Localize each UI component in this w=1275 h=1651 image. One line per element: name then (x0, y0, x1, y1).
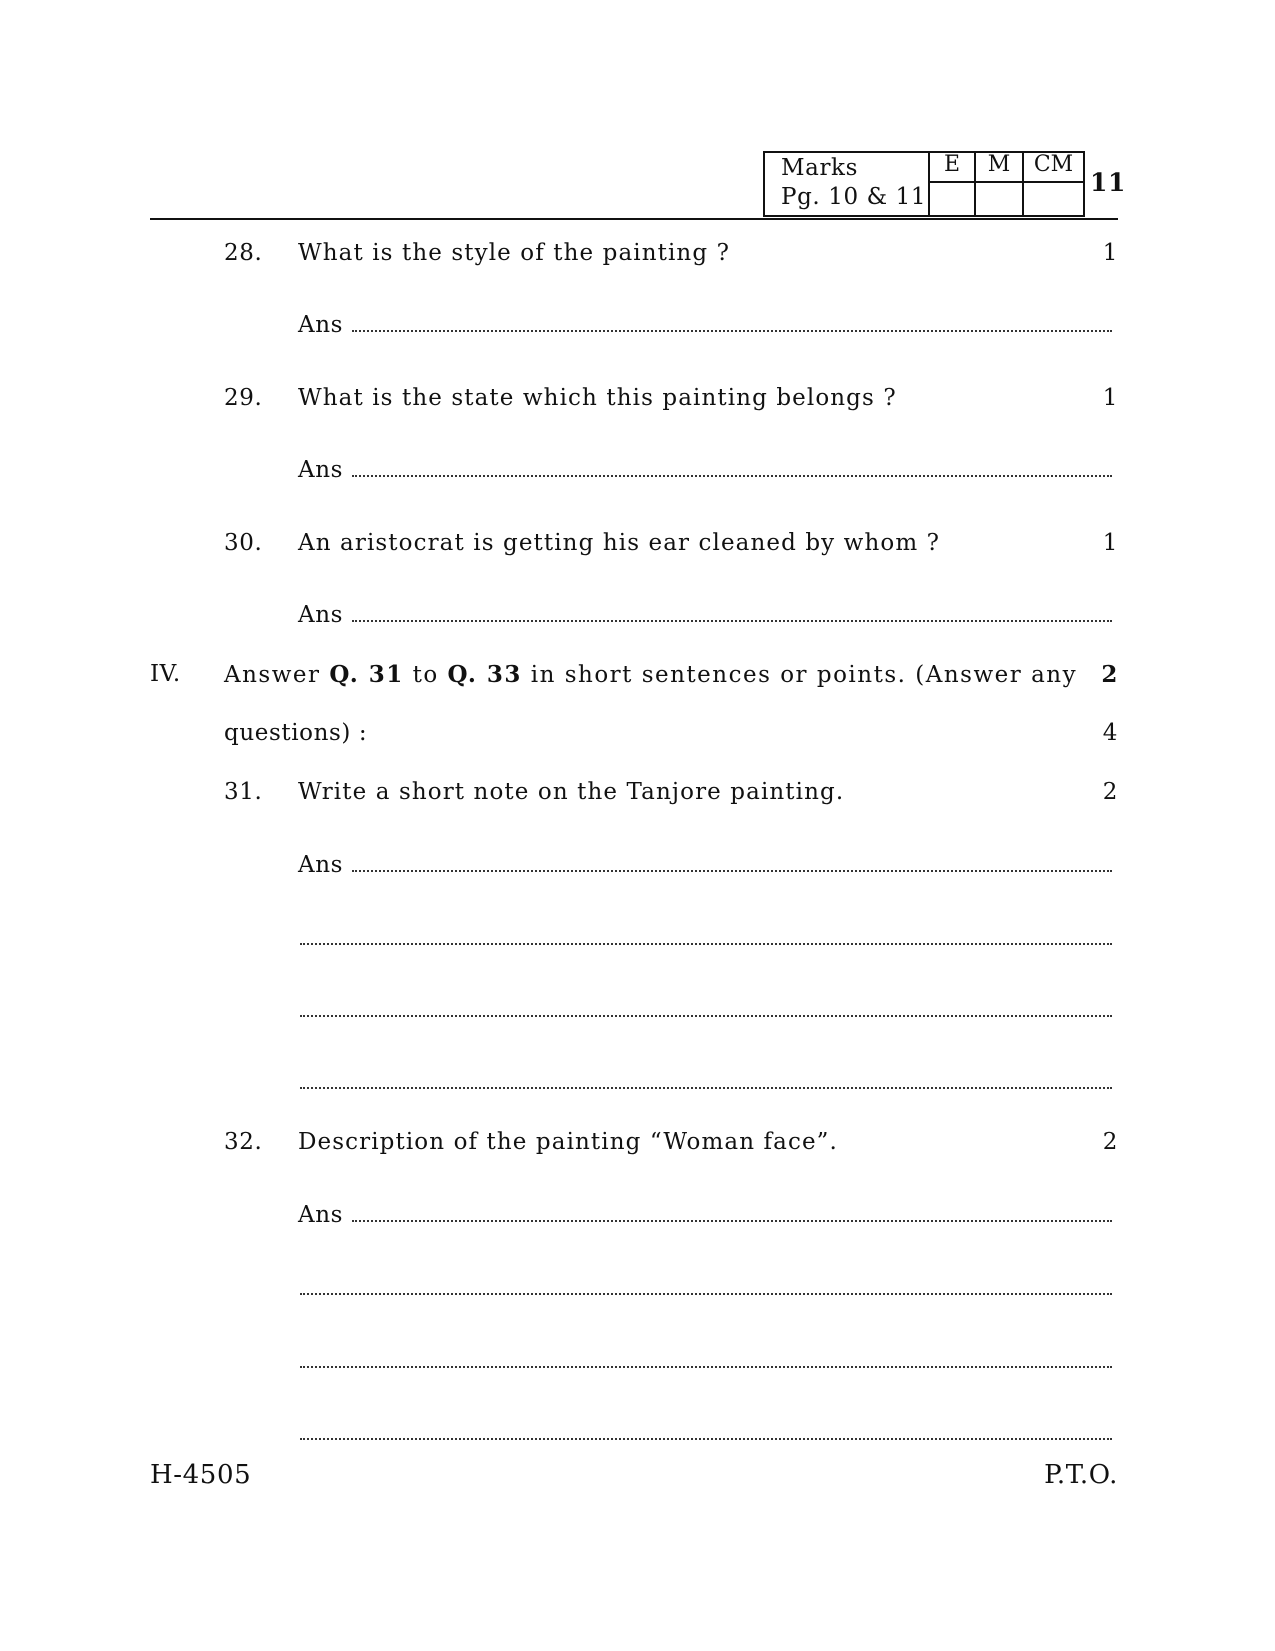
answer-line[interactable] (300, 1293, 1112, 1295)
question-number: 29. (224, 385, 263, 411)
pages-label: Pg. 10 & 11 (781, 184, 927, 210)
question-marks: 1 (1102, 240, 1118, 266)
answer-line[interactable] (300, 1015, 1112, 1017)
answer-line[interactable] (300, 1366, 1112, 1368)
answer-line[interactable] (300, 943, 1112, 945)
answer-label: Ans (298, 602, 344, 628)
marks-table-divider (930, 181, 1083, 183)
col-e-header: E (943, 152, 961, 177)
answer-line[interactable] (352, 620, 1112, 622)
pto-label: P.T.O. (1044, 1460, 1118, 1490)
section-total-marks: 4 (1102, 720, 1118, 746)
question-number: 32. (224, 1129, 263, 1155)
question-marks: 2 (1102, 1129, 1118, 1155)
answer-line[interactable] (352, 1220, 1112, 1222)
marks-col-e (930, 153, 976, 215)
answer-line[interactable] (300, 1087, 1112, 1089)
marks-table (763, 151, 1085, 217)
marks-col-cm (1024, 153, 1083, 215)
page-number: 11 (1090, 168, 1126, 197)
marks-col-m (976, 153, 1024, 215)
answer-line[interactable] (300, 1438, 1112, 1440)
question-marks: 1 (1102, 530, 1118, 556)
question-marks: 1 (1102, 385, 1118, 411)
marks-label-cell (765, 153, 930, 215)
section-instruction-end: questions) : (224, 720, 368, 746)
paper-code: H-4505 (150, 1460, 252, 1490)
section-instruction: Answer Q. 31 to Q. 33 in short sentences or points. (Answer any (224, 661, 1078, 688)
question-text: Write a short note on the Tanjore painting. (298, 779, 845, 805)
answer-line[interactable] (352, 475, 1112, 477)
answer-label: Ans (298, 1202, 344, 1228)
question-number: 31. (224, 779, 263, 805)
answer-line[interactable] (352, 330, 1112, 332)
col-m-header: M (987, 152, 1011, 177)
question-marks: 2 (1102, 779, 1118, 805)
header-rule (150, 218, 1118, 220)
question-number: 30. (224, 530, 263, 556)
question-text: An aristocrat is getting his ear cleaned by whom ? (298, 530, 941, 556)
question-text: What is the state which this painting belongs ? (298, 385, 897, 411)
question-number: 28. (224, 240, 263, 266)
answer-label: Ans (298, 852, 344, 878)
col-cm-header: CM (1033, 152, 1074, 177)
answer-label: Ans (298, 457, 344, 483)
answer-line[interactable] (352, 870, 1112, 872)
section-numeral: IV. (150, 661, 181, 687)
marks-label: Marks (781, 155, 858, 181)
question-text: What is the style of the painting ? (298, 240, 731, 266)
section-any-count: 2 (1101, 661, 1118, 688)
question-text: Description of the painting “Woman face”. (298, 1129, 838, 1155)
answer-label: Ans (298, 312, 344, 338)
